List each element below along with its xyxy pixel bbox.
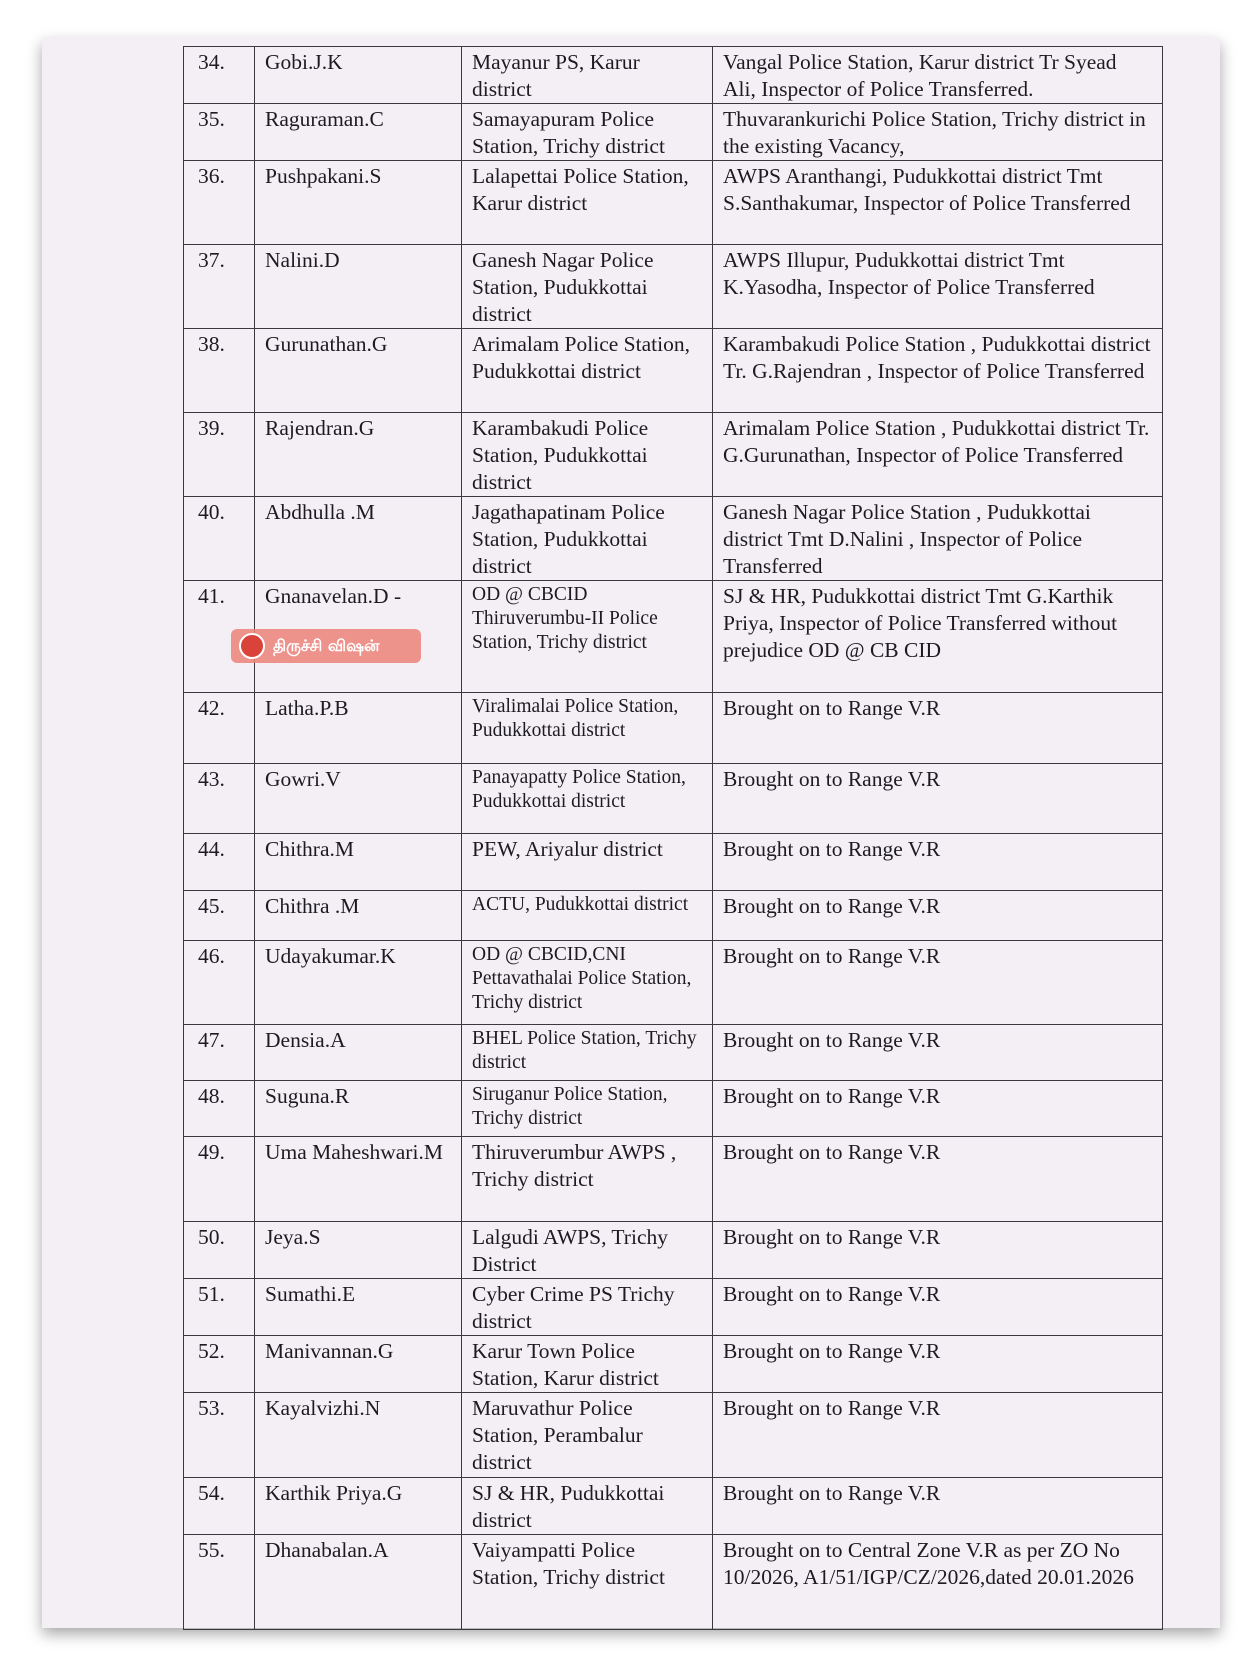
row-number: 54. <box>184 1478 255 1535</box>
row-number: 45. <box>184 891 255 941</box>
table-row <box>184 329 1163 413</box>
posted-to: Brought on to Range V.R <box>713 941 1163 1025</box>
officer-name: Karthik Priya.G <box>255 1478 462 1535</box>
posted-to: Ganesh Nagar Police Station , Pudukkottai district Tmt D.Nalini , Inspector of Police Transferred <box>713 497 1163 581</box>
posted-to: Brought on to Range V.R <box>713 693 1163 764</box>
row-number: 41. <box>184 581 255 693</box>
watermark-text: திருச்சி விஷன் <box>273 635 380 655</box>
row-number: 39. <box>184 413 255 497</box>
posted-to: Brought on to Range V.R <box>713 1081 1163 1137</box>
officer-name: Sumathi.E <box>255 1279 462 1336</box>
posted-from: Vaiyampatti Police Station, Trichy district <box>462 1535 713 1630</box>
officer-name: Gobi.J.K <box>255 47 462 104</box>
logo-icon <box>239 633 265 659</box>
posted-from: Ganesh Nagar Police Station, Pudukkottai district <box>462 245 713 329</box>
table-row <box>184 941 1163 1025</box>
table-row <box>184 1336 1163 1393</box>
posted-to: Brought on to Range V.R <box>713 1393 1163 1478</box>
row-number: 50. <box>184 1222 255 1279</box>
posted-from: SJ & HR, Pudukkottai district <box>462 1478 713 1535</box>
posted-from: Cyber Crime PS Trichy district <box>462 1279 713 1336</box>
posted-from: OD @ CBCID Thiruverumbu-II Police Station, Trichy district <box>462 581 713 693</box>
table-row <box>184 104 1163 161</box>
table-row <box>184 161 1163 245</box>
table-row <box>184 413 1163 497</box>
officer-name: Nalini.D <box>255 245 462 329</box>
posted-from: Samayapuram Police Station, Trichy district <box>462 104 713 161</box>
row-number: 42. <box>184 693 255 764</box>
officer-name: Latha.P.B <box>255 693 462 764</box>
table-row <box>184 891 1163 941</box>
watermark-badge <box>231 629 421 663</box>
row-number: 55. <box>184 1535 255 1630</box>
table-row <box>184 1137 1163 1222</box>
table-row <box>184 693 1163 764</box>
officer-name: Chithra .M <box>255 891 462 941</box>
posted-from: Lalgudi AWPS, Trichy District <box>462 1222 713 1279</box>
officer-name: Udayakumar.K <box>255 941 462 1025</box>
officer-name: Raguraman.C <box>255 104 462 161</box>
table-row <box>184 1535 1163 1630</box>
table-row <box>184 1222 1163 1279</box>
row-number: 49. <box>184 1137 255 1222</box>
row-number: 34. <box>184 47 255 104</box>
officer-name: Pushpakani.S <box>255 161 462 245</box>
row-number: 43. <box>184 764 255 834</box>
officer-name: Gurunathan.G <box>255 329 462 413</box>
officer-name: Rajendran.G <box>255 413 462 497</box>
officer-name: Gnanavelan.D - <box>255 581 462 693</box>
posted-from: BHEL Police Station, Trichy district <box>462 1025 713 1081</box>
officer-name: Kayalvizhi.N <box>255 1393 462 1478</box>
row-number: 37. <box>184 245 255 329</box>
row-number: 47. <box>184 1025 255 1081</box>
row-number: 38. <box>184 329 255 413</box>
posted-to: SJ & HR, Pudukkottai district Tmt G.Karthik Priya, Inspector of Police Transferred without prejudice OD @ CB CID <box>713 581 1163 693</box>
posted-to: Arimalam Police Station , Pudukkottai district Tr. G.Gurunathan, Inspector of Police Transferred <box>713 413 1163 497</box>
table-row <box>184 1025 1163 1081</box>
officer-name: Manivannan.G <box>255 1336 462 1393</box>
posted-from: Jagathapatinam Police Station, Pudukkottai district <box>462 497 713 581</box>
row-number: 35. <box>184 104 255 161</box>
posted-to: Vangal Police Station, Karur district Tr Syead Ali, Inspector of Police Transferred. <box>713 47 1163 104</box>
table-row <box>184 1478 1163 1535</box>
table-row <box>184 1393 1163 1478</box>
posted-from: Panayapatty Police Station, Pudukkottai district <box>462 764 713 834</box>
row-number: 36. <box>184 161 255 245</box>
officer-name: Jeya.S <box>255 1222 462 1279</box>
posted-to: Brought on to Range V.R <box>713 1025 1163 1081</box>
officer-name: Chithra.M <box>255 834 462 891</box>
posted-to: Brought on to Range V.R <box>713 1222 1163 1279</box>
posted-to: Brought on to Range V.R <box>713 891 1163 941</box>
posted-from: Karambakudi Police Station, Pudukkottai district <box>462 413 713 497</box>
row-number: 53. <box>184 1393 255 1478</box>
row-number: 52. <box>184 1336 255 1393</box>
posted-from: OD @ CBCID,CNI Pettavathalai Police Station, Trichy district <box>462 941 713 1025</box>
posted-from: PEW, Ariyalur district <box>462 834 713 891</box>
table-row <box>184 764 1163 834</box>
row-number: 48. <box>184 1081 255 1137</box>
posted-to: AWPS Aranthangi, Pudukkottai district Tmt S.Santhakumar, Inspector of Police Transferred <box>713 161 1163 245</box>
row-number: 51. <box>184 1279 255 1336</box>
row-number: 44. <box>184 834 255 891</box>
posted-from: Arimalam Police Station, Pudukkottai district <box>462 329 713 413</box>
posted-to: AWPS Illupur, Pudukkottai district Tmt K.Yasodha, Inspector of Police Transferred <box>713 245 1163 329</box>
table-row <box>184 245 1163 329</box>
table-row <box>184 497 1163 581</box>
officer-name: Uma Maheshwari.M <box>255 1137 462 1222</box>
posted-from: Siruganur Police Station, Trichy district <box>462 1081 713 1137</box>
transfer-table <box>183 46 1163 1630</box>
officer-name: Gowri.V <box>255 764 462 834</box>
posted-to: Karambakudi Police Station , Pudukkottai district Tr. G.Rajendran , Inspector of Police Transferred <box>713 329 1163 413</box>
posted-from: Karur Town Police Station, Karur district <box>462 1336 713 1393</box>
posted-to: Brought on to Range V.R <box>713 1336 1163 1393</box>
row-number: 46. <box>184 941 255 1025</box>
table-row <box>184 1279 1163 1336</box>
officer-name: Abdhulla .M <box>255 497 462 581</box>
posted-to: Brought on to Range V.R <box>713 1478 1163 1535</box>
posted-to: Brought on to Central Zone V.R as per ZO No 10/2026, A1/51/IGP/CZ/2026,dated 20.01.2026 <box>713 1535 1163 1630</box>
posted-from: Mayanur PS, Karur district <box>462 47 713 104</box>
row-number: 40. <box>184 497 255 581</box>
posted-to: Brought on to Range V.R <box>713 834 1163 891</box>
posted-from: ACTU, Pudukkottai district <box>462 891 713 941</box>
posted-to: Brought on to Range V.R <box>713 1137 1163 1222</box>
posted-from: Thiruverumbur AWPS , Trichy district <box>462 1137 713 1222</box>
posted-from: Maruvathur Police Station, Perambalur district <box>462 1393 713 1478</box>
posted-to: Brought on to Range V.R <box>713 1279 1163 1336</box>
posted-to: Brought on to Range V.R <box>713 764 1163 834</box>
table-row <box>184 47 1163 104</box>
officer-name: Suguna.R <box>255 1081 462 1137</box>
table-row <box>184 1081 1163 1137</box>
officer-name: Dhanabalan.A <box>255 1535 462 1630</box>
posted-from: Viralimalai Police Station, Pudukkottai district <box>462 693 713 764</box>
officer-name: Densia.A <box>255 1025 462 1081</box>
posted-from: Lalapettai Police Station, Karur district <box>462 161 713 245</box>
table-row <box>184 834 1163 891</box>
posted-to: Thuvarankurichi Police Station, Trichy district in the existing Vacancy, <box>713 104 1163 161</box>
